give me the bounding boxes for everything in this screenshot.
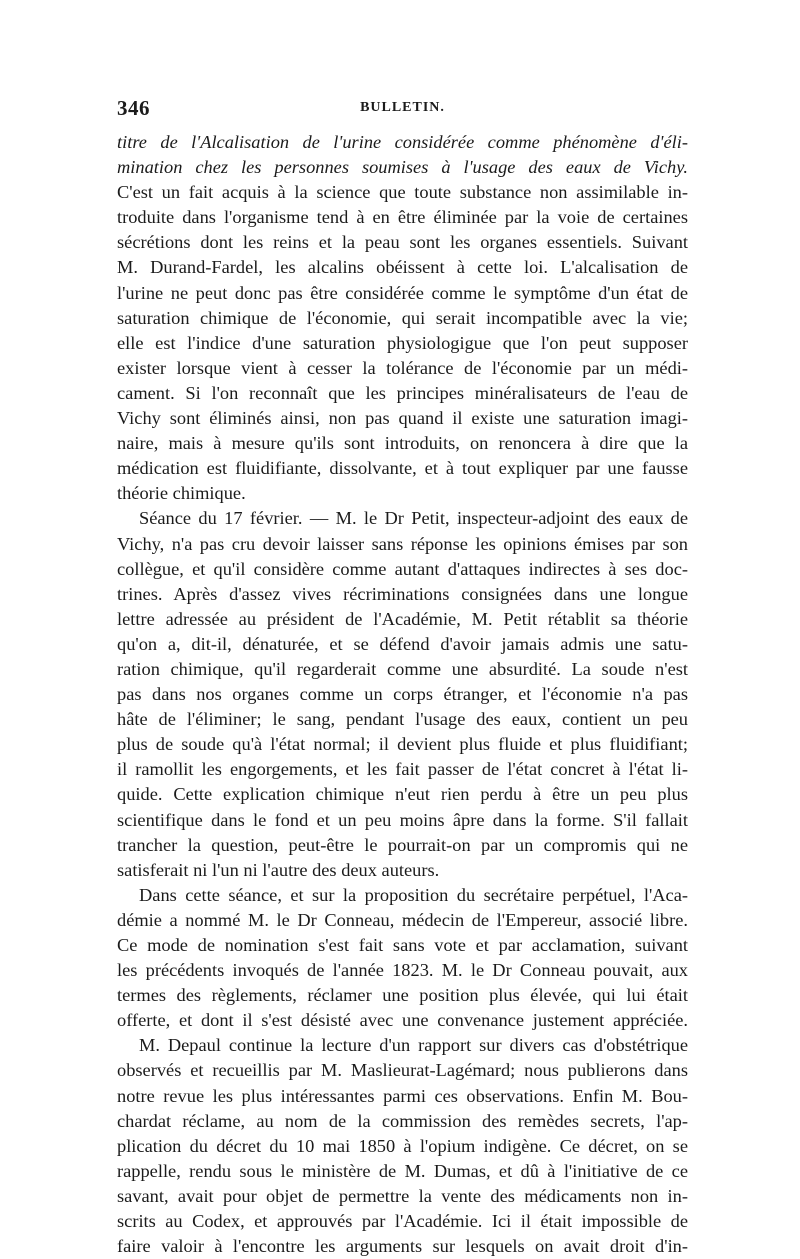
text-line: satisferait ni l'un ni l'autre des deux auteurs.: [117, 859, 440, 880]
text-line: titre de l'Alcalisation de l'urine considérée comme phénomène d'éli-: [117, 132, 688, 152]
text-line: trancher la question, peut-être le pourrait-on par un compromis qui ne: [117, 834, 688, 855]
text-line: les précédents invoqués de l'année 1823. M. le Dr Conneau pouvait, aux: [117, 960, 688, 981]
text-line: faire valoir à l'encontre les arguments sur lesquels on avait droit d'in-: [117, 1236, 688, 1257]
text-line: Dans cette séance, et sur la proposition du secrétaire perpétuel, l'Aca-: [139, 884, 688, 905]
text-line: observés et recueillis par M. Maslieurat-Lagémard; nous publierons dans: [117, 1060, 688, 1081]
text-line: quide. Cette explication chimique n'eut rien perdu à être un peu plus: [117, 784, 688, 805]
text-line: l'urine ne peut donc pas être considérée comme le symptôme d'un état de: [117, 282, 688, 303]
text-line: offerte, et dont il s'est désisté avec une convenance justement appréciée.: [117, 1010, 688, 1031]
running-head: BULLETIN.: [360, 100, 445, 115]
text-line: pas dans nos organes comme un corps étranger, et l'économie n'a pas: [117, 684, 688, 705]
text-line: trines. Après d'assez vives récriminations consignées dans une longue: [117, 583, 688, 604]
text-line: ration chimique, qu'il regarderait comme une absurdité. La soude n'est: [117, 658, 688, 679]
text-line: collègue, et qu'il considère comme autant d'attaques indirectes à ses doc-: [117, 558, 688, 579]
text-line: rappelle, rendu sous le ministère de M. Dumas, et dû à l'initiative de ce: [117, 1160, 688, 1181]
text-line: savant, avait pour objet de permettre la vente des médicaments non in-: [117, 1185, 688, 1206]
text-line: Ce mode de nomination s'est fait sans vote et par acclamation, suivant: [117, 935, 688, 955]
text-line: qu'on a, dit-il, dénaturée, et se défend d'avoir jamais admis une satu-: [117, 633, 688, 654]
text-line: mination chez les personnes soumises à l'usage des eaux de Vichy.: [117, 157, 688, 178]
text-line: sécrétions dont les reins et la peau sont les organes essentiels. Suivant: [117, 232, 688, 253]
text-line: hâte de l'éliminer; le sang, pendant l'usage des eaux, contient un peu: [117, 709, 688, 730]
text-line: démie a nommé M. le Dr Conneau, médecin de l'Empereur, associé libre.: [117, 909, 688, 930]
text-line: cament. Si l'on reconnaît que les principes minéralisateurs de l'eau de: [117, 382, 688, 403]
text-line: plus de soude qu'à l'état normal; il devient plus fluide et plus fluidifiant;: [117, 734, 688, 755]
text-line: théorie chimique.: [117, 483, 246, 504]
text-line: scientifique dans le fond et un peu moins âpre dans la forme. S'il fallait: [117, 809, 688, 830]
text-line: troduite dans l'organisme tend à en être éliminée par la voie de certaines: [117, 207, 688, 228]
text-line: plication du décret du 10 mai 1850 à l'opium indigène. Ce décret, on se: [117, 1135, 688, 1156]
text-line: elle est l'indice d'une saturation physiologigue que l'on peut supposer: [117, 332, 688, 353]
text-line: M. Durand-Fardel, les alcalins obéissent à cette loi. L'alcalisation de: [117, 257, 688, 278]
text-line: scrits au Codex, et approuvés par l'Académie. Ici il était impossible de: [117, 1211, 688, 1232]
text-line: Vichy sont éliminés ainsi, non pas quand il existe une saturation imagi-: [117, 408, 688, 429]
text-line: exister lorsque vient à cesser la tolérance de l'économie par un médi-: [117, 357, 688, 378]
text-line: il ramollit les engorgements, et les fait passer de l'état concret à l'état li-: [117, 759, 688, 780]
text-line: lettre adressée au président de l'Académie, M. Petit rétablit sa théorie: [117, 608, 688, 629]
text-line: C'est un fait acquis à la science que toute substance non assimilable in-: [117, 182, 688, 203]
text-line: Séance du 17 février. — M. le Dr Petit, inspecteur-adjoint des eaux de: [139, 508, 688, 529]
text-line: notre revue les plus intéressantes parmi ces observations. Enfin M. Bou-: [117, 1085, 688, 1106]
text-line: M. Depaul continue la lecture d'un rapport sur divers cas d'obstétrique: [139, 1035, 688, 1056]
text-line: médication est fluidifiante, dissolvante, et à tout expliquer par une fausse: [117, 458, 688, 479]
body-text: [117, 130, 688, 1259]
text-line: chardat réclame, au nom de la commission des remèdes secrets, l'ap-: [117, 1110, 688, 1131]
page-number: 346: [117, 96, 150, 120]
text-line: saturation chimique de l'économie, qui serait incompatible avec la vie;: [117, 307, 688, 328]
text-line: naire, mais à mesure qu'ils sont introduits, on renoncera à dire que la: [117, 433, 688, 454]
page-header: [117, 96, 688, 130]
text-line: Vichy, n'a pas cru devoir laisser sans réponse les opinions émises par son: [117, 533, 688, 554]
text-line: termes des règlements, réclamer une position plus élevée, qui lui était: [117, 985, 688, 1006]
